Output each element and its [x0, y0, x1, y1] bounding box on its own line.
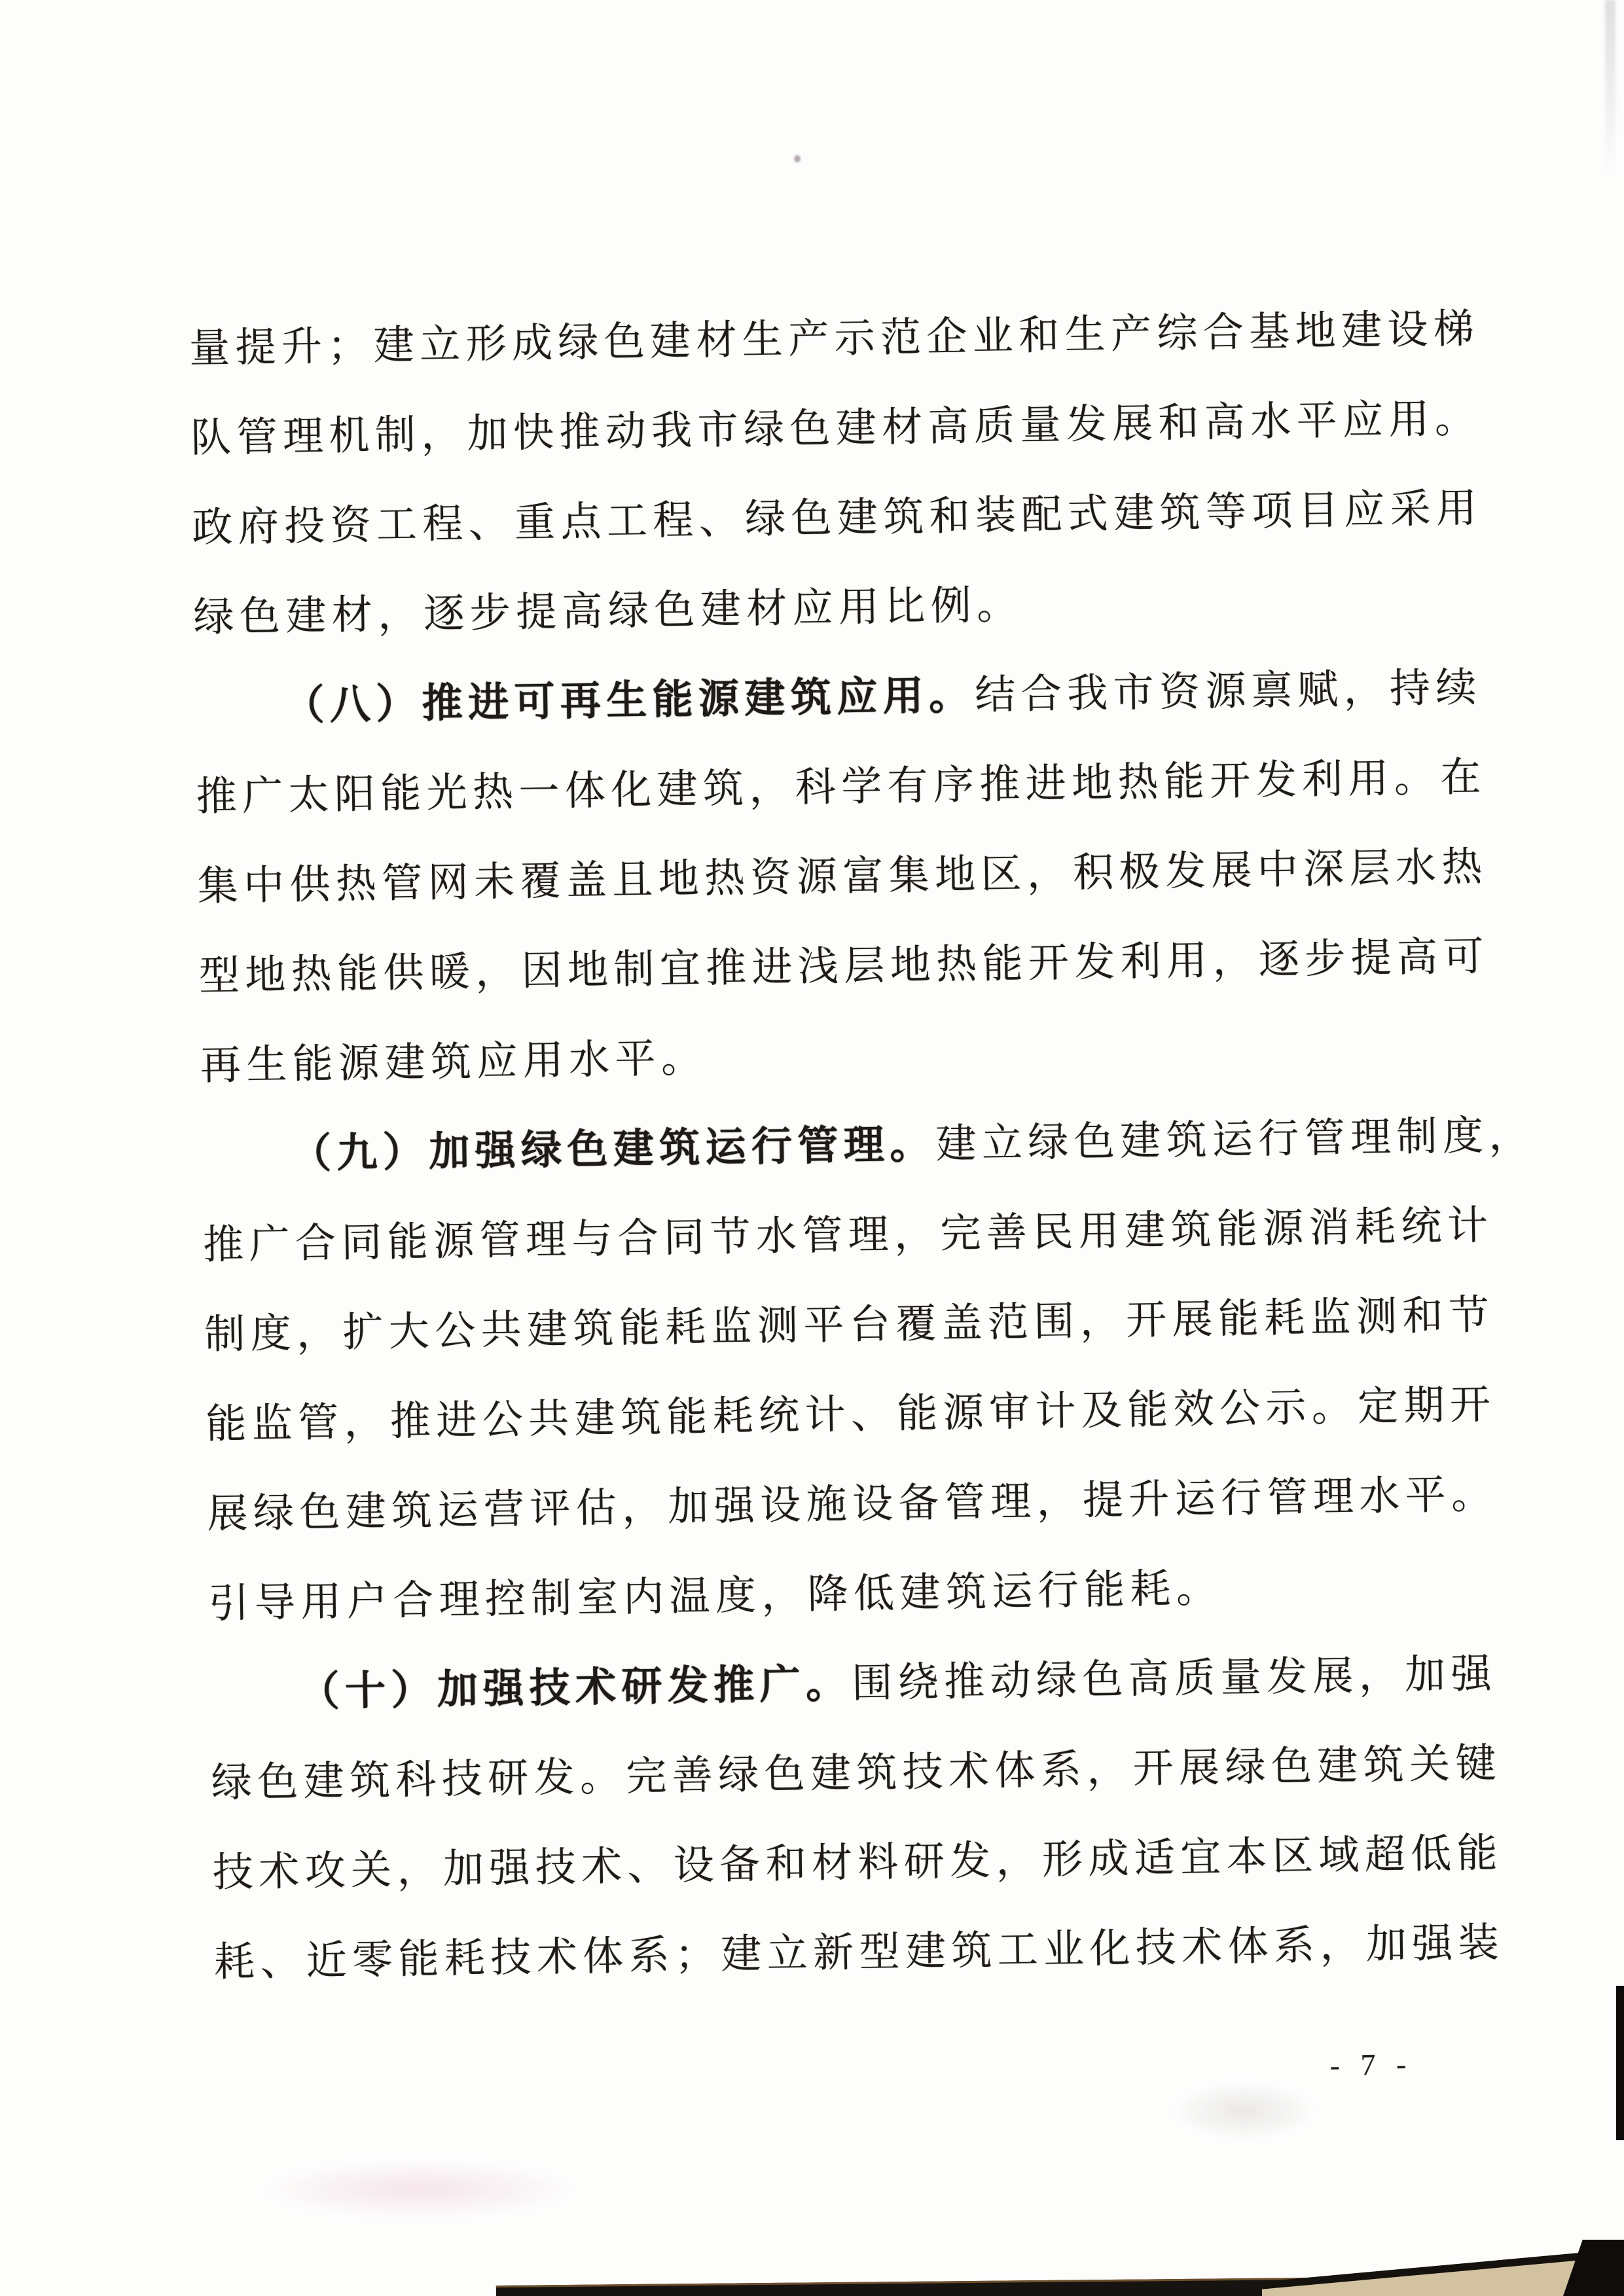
scan-smudge-top-right — [1605, 0, 1615, 177]
body-text: 绿色建筑科技研发。完善绿色建筑技术体系，开展绿色建筑关键 — [211, 1741, 1502, 1806]
document-body — [189, 285, 1536, 2008]
body-text: 型地热能供暖，因地制宜推进浅层地热能开发利用，逐步提高可 — [198, 934, 1490, 999]
body-text: 围绕推动绿色高质量发展，加强 — [851, 1651, 1498, 1706]
body-text: 队管理机制，加快推动我市绿色建材高质量发展和高水平应用。 — [190, 396, 1481, 461]
body-text: 结合我市资源禀赋，持续 — [974, 665, 1483, 718]
body-text: 再生能源建筑应用水平。 — [200, 1036, 708, 1089]
body-text: 集中供热管网未覆盖且地热资源富集地区，积极发展中深层水热 — [197, 844, 1489, 910]
body-text: 能监管，推进公共建筑能耗统计、能源审计及能效公示。定期开 — [205, 1382, 1496, 1447]
body-text: 展绿色建筑运营评估，加强设施设备管理，提升运行管理水平。 — [207, 1472, 1498, 1537]
scan-smudge-pink — [262, 2160, 576, 2219]
body-text: 绿色建材，逐步提高绿色建材应用比例。 — [192, 583, 1024, 641]
scan-speck — [794, 155, 801, 162]
scan-smudge-gray — [1172, 2081, 1316, 2140]
scan-right-edge-line — [1616, 1986, 1624, 2140]
body-text: 政府投资工程、重点工程、绿色建筑和装配式建筑等项目应采用 — [191, 486, 1483, 551]
body-text: 耗、近零能耗技术体系；建立新型建筑工业化技术体系，加强装 — [213, 1920, 1505, 1985]
section-heading-text: （十）加强技术研发推广。 — [298, 1661, 852, 1715]
page-number: - 7 - — [1329, 2047, 1413, 2082]
body-text: 技术攻关，加强技术、设备和材料研发，形成适宜本区域超低能 — [212, 1831, 1504, 1895]
section-heading-text: （八）推进可再生能源建筑应用。 — [283, 673, 975, 729]
body-text: 量提升；建立形成绿色建材生产示范企业和生产综合基地建设梯 — [189, 306, 1480, 372]
section-heading-text: （九）加强绿色建筑运行管理。 — [290, 1122, 937, 1177]
body-text: 制度，扩大公共建筑能耗监测平台覆盖范围，开展能耗监测和节 — [204, 1293, 1495, 1358]
body-text: 建立绿色建筑运行管理制度， — [935, 1113, 1536, 1167]
body-text: 推广太阳能光热一体化建筑，科学有序推进地热能开发利用。在 — [196, 755, 1487, 820]
body-text: 推广合同能源管理与合同节水管理，完善民用建筑能源消耗统计 — [202, 1203, 1494, 1268]
body-text: 引导用户合理控制室内温度，降低建筑运行能耗。 — [208, 1566, 1223, 1626]
text-line — [213, 1899, 1505, 2008]
